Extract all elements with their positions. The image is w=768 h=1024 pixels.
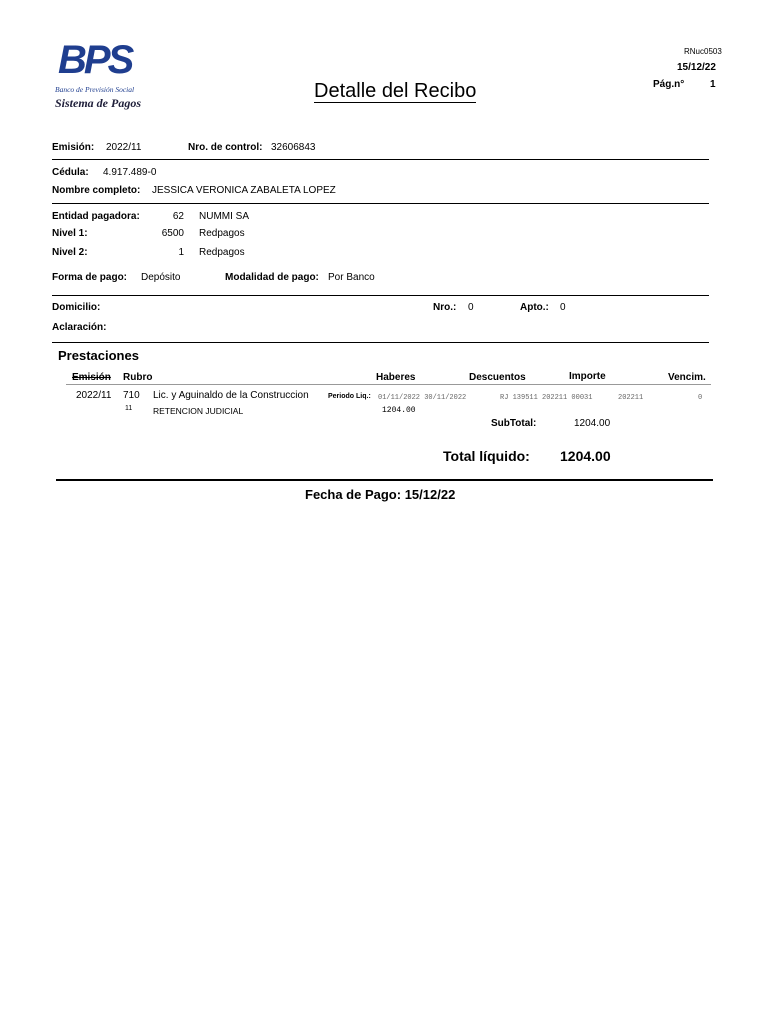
table-header-divider [66, 384, 711, 385]
row-ref: RJ 139511 202211 00031 [500, 394, 593, 402]
row-concepto: Lic. y Aguinaldo de la Construccion [153, 390, 309, 401]
subtotal-value: 1204.00 [574, 418, 611, 429]
page-label: Pág.n° [653, 79, 685, 90]
page-title: Detalle del Recibo [314, 80, 477, 102]
logo-system-name: Sistema de Pagos [55, 96, 141, 110]
periodo-label: Periodo Liq.: [328, 393, 371, 400]
col-descuentos: Descuentos [469, 372, 526, 383]
domicilio-label: Domicilio: [52, 302, 101, 313]
col-emision: Emisión [72, 372, 111, 383]
sub-code: 11 [125, 405, 133, 412]
divider [52, 295, 709, 296]
col-importe: Importe [569, 371, 606, 382]
modalidad-value: Por Banco [328, 272, 375, 283]
nivel2-name: Redpagos [199, 247, 245, 258]
divider [52, 203, 709, 204]
apto-value: 0 [560, 302, 566, 313]
total-label: Total líquido: [443, 448, 530, 464]
footer-divider [56, 479, 713, 481]
subtotal-label: SubTotal: [491, 418, 537, 429]
nombre-label: Nombre completo: [52, 185, 141, 196]
row-vencim: 0 [698, 394, 703, 402]
page-number: 1 [710, 79, 716, 90]
divider [52, 342, 709, 343]
nivel2-label: Nivel 2: [52, 247, 88, 258]
aclaracion-label: Aclaración: [52, 322, 107, 333]
emision-label: Emisión: [52, 142, 95, 153]
divider [52, 159, 709, 160]
bps-logo: BPS [58, 38, 132, 82]
nro-label: Nro.: [433, 302, 457, 313]
report-code: RNuc0503 [684, 47, 722, 56]
row-emision: 2022/11 [76, 390, 112, 401]
nombre-value: JESSICA VERONICA ZABALETA LOPEZ [152, 185, 336, 196]
report-date: 15/12/22 [677, 62, 716, 73]
nivel2-code: 1 [178, 247, 184, 258]
col-vencim: Vencim. [668, 372, 706, 383]
logo-subtitle: Banco de Previsión Social [55, 85, 135, 94]
cedula-value: 4.917.489-0 [103, 167, 157, 178]
nro-value: 0 [468, 302, 474, 313]
nivel1-name: Redpagos [199, 228, 245, 239]
forma-label: Forma de pago: [52, 272, 128, 283]
row-rubro: 710 [123, 390, 140, 401]
control-label: Nro. de control: [188, 142, 263, 153]
modalidad-label: Modalidad de pago: [225, 272, 319, 283]
forma-value: Depósito [141, 272, 181, 283]
col-rubro: Rubro [123, 372, 153, 383]
nivel1-label: Nivel 1: [52, 228, 88, 239]
fecha-pago: Fecha de Pago: 15/12/22 [305, 487, 456, 502]
periodo-value: 01/11/2022 30/11/2022 [378, 394, 467, 402]
entidad-label: Entidad pagadora: [52, 211, 140, 222]
emision-value: 2022/11 [106, 142, 142, 153]
control-value: 32606843 [271, 142, 316, 153]
sub-concepto: RETENCION JUDICIAL [153, 406, 244, 416]
entidad-name: NUMMI SA [199, 211, 249, 222]
cedula-label: Cédula: [52, 167, 89, 178]
apto-label: Apto.: [520, 302, 549, 313]
col-haberes: Haberes [376, 372, 416, 383]
nivel1-code: 6500 [161, 228, 184, 239]
total-value: 1204.00 [560, 448, 611, 464]
entidad-code: 62 [172, 211, 184, 222]
row-ref-period: 202211 [618, 394, 644, 402]
section-title: Prestaciones [58, 348, 139, 363]
row-haberes: 1204.00 [382, 406, 416, 415]
